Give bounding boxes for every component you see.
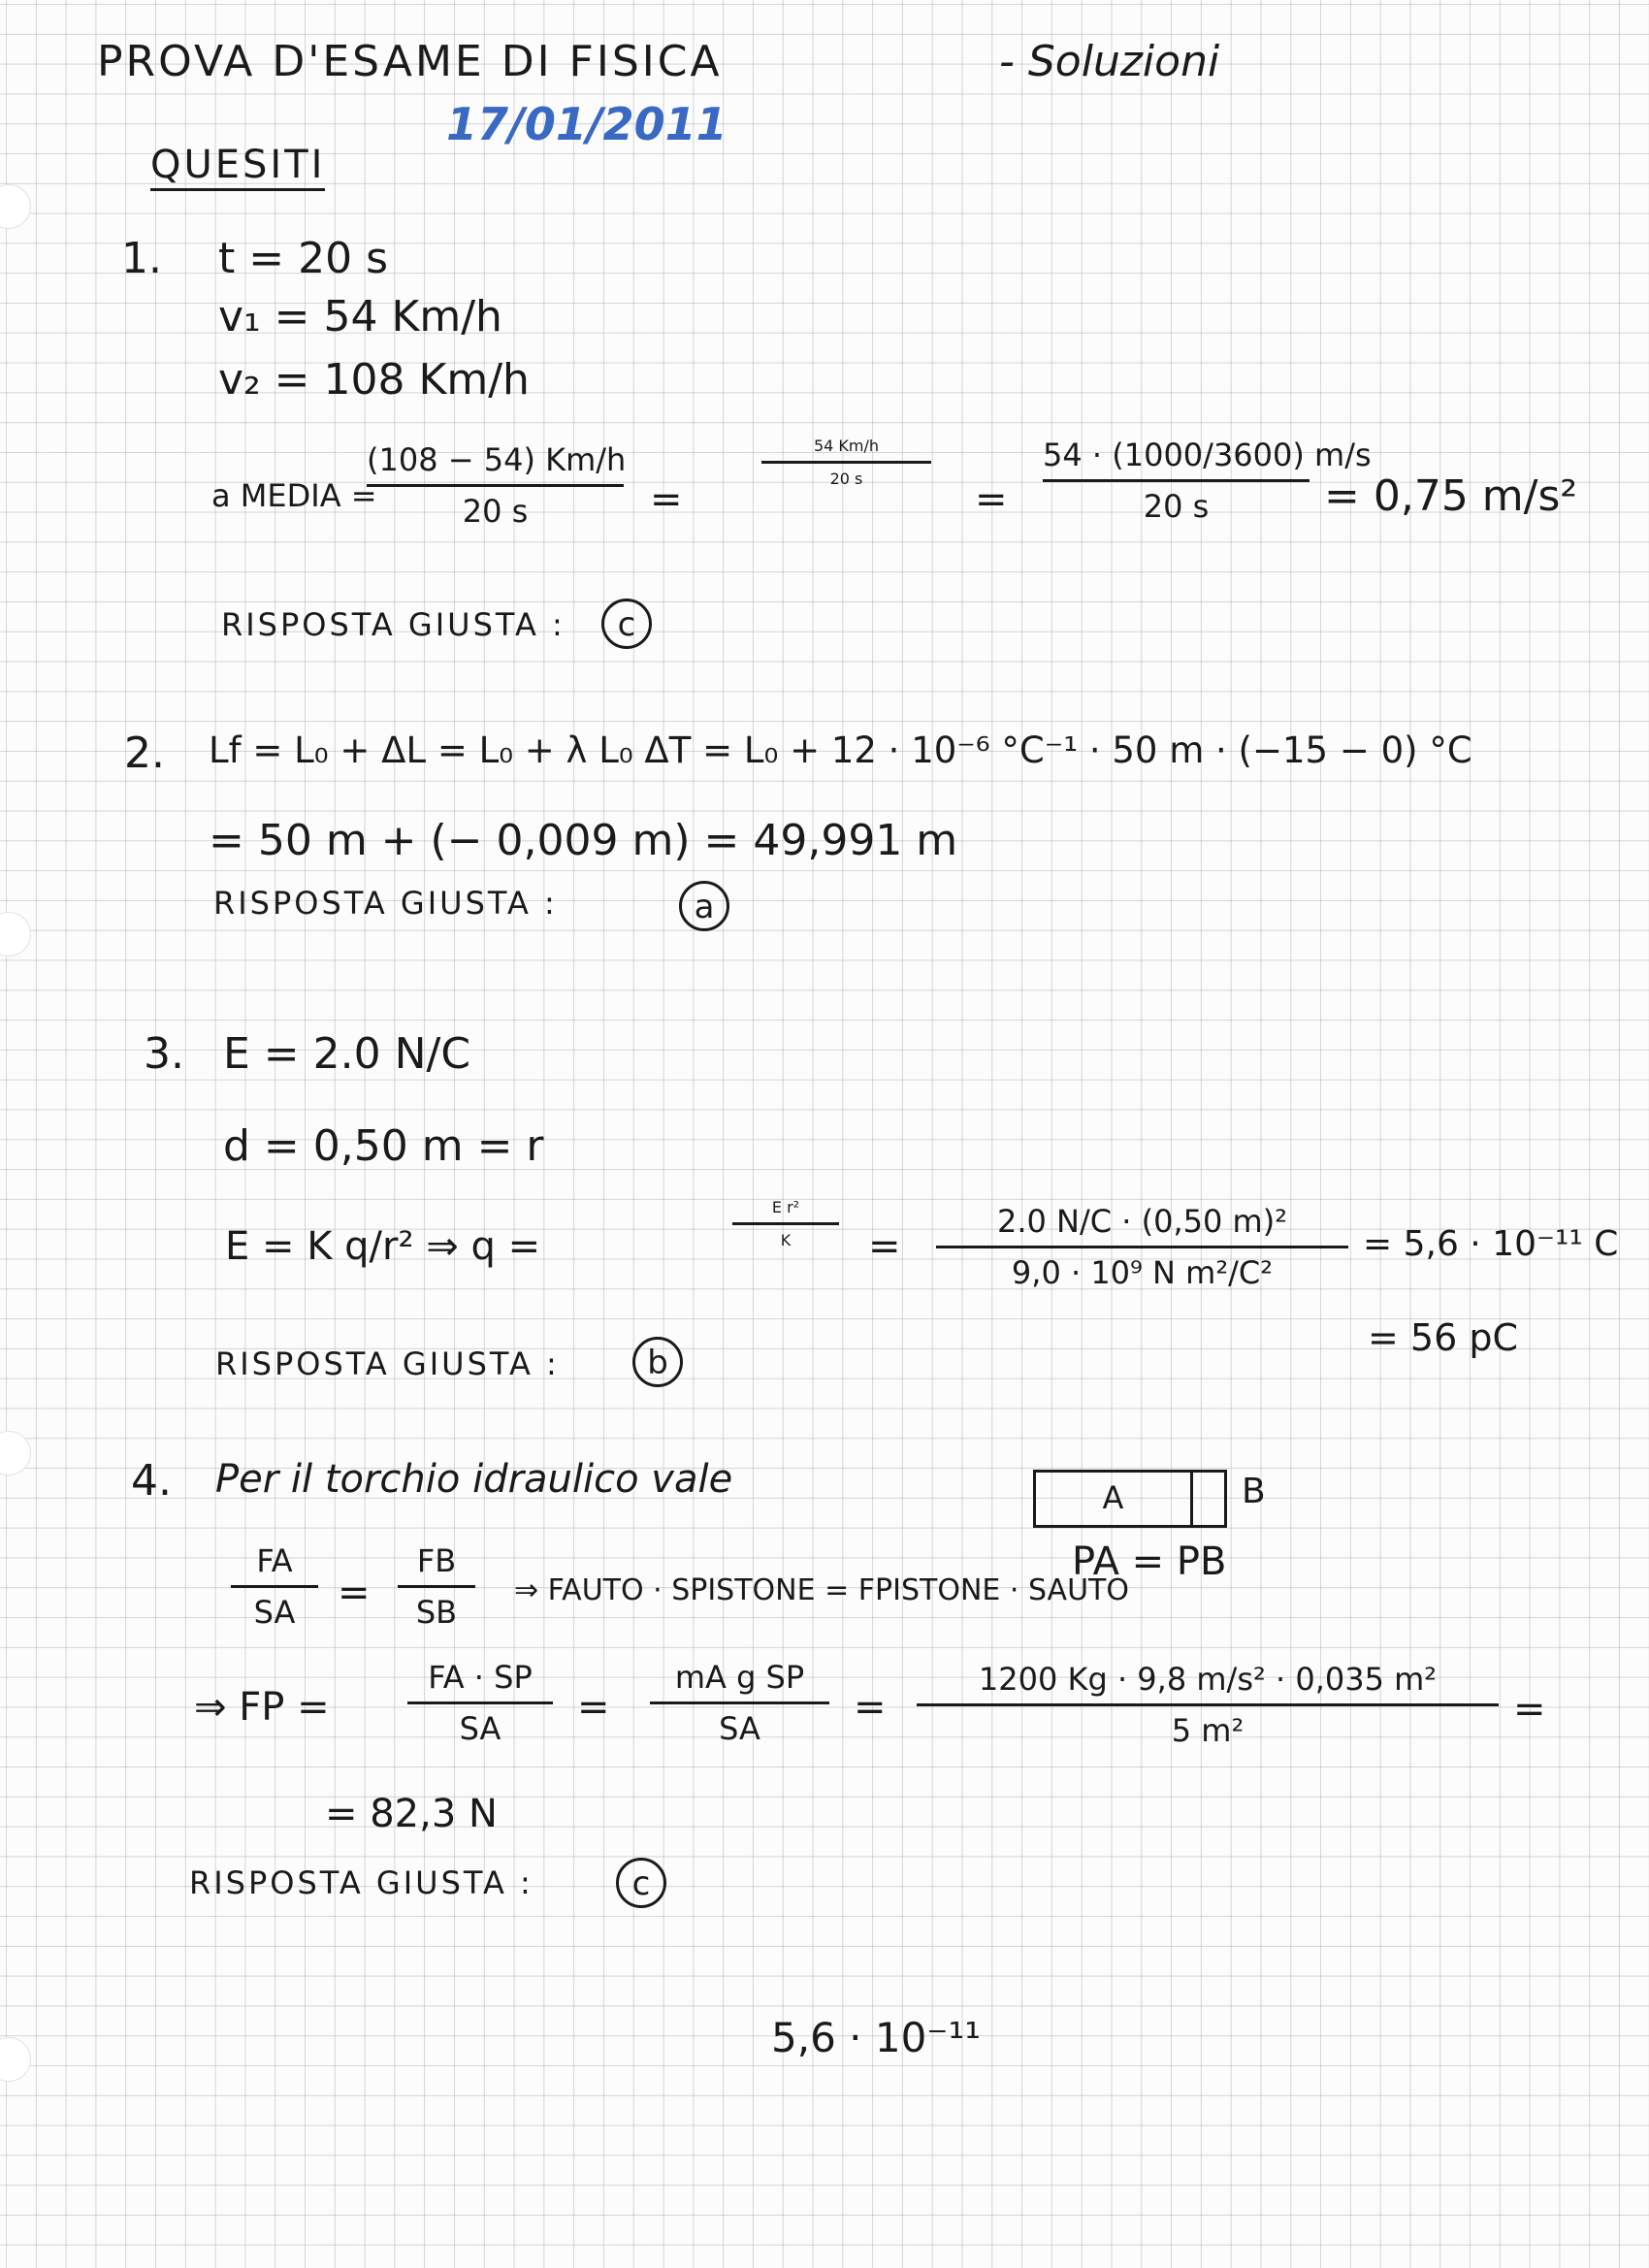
q4-ratio-rhs <box>398 1542 475 1631</box>
q3-result-pico: = 56 pC <box>1368 1316 1519 1359</box>
binder-hole <box>0 1431 31 1475</box>
denominator: 20 s <box>462 493 529 530</box>
denominator: K <box>780 1231 792 1249</box>
q1-time: t = 20 s <box>218 234 388 283</box>
denominator: 20 s <box>1143 488 1210 525</box>
q4-result: = 82,3 N <box>325 1792 498 1836</box>
numerator: 2.0 N/C · (0,50 m)² <box>996 1203 1288 1240</box>
q3-result: = 5,6 · 10⁻¹¹ C <box>1363 1224 1619 1264</box>
fraction-bar <box>917 1703 1499 1706</box>
answer-label: RISPOSTA GIUSTA : <box>213 885 558 922</box>
q1-v1: v₁ = 54 Km/h <box>218 292 502 341</box>
q1-result: = 0,75 m/s² <box>1324 471 1578 521</box>
footer-note: 5,6 · 10⁻¹¹ <box>771 2014 982 2061</box>
q2-equation-line-2: = 50 m + (− 0,009 m) = 49,991 m <box>209 816 958 865</box>
q4-fraction-3 <box>917 1661 1499 1749</box>
equals-sign: = <box>868 1224 901 1269</box>
q4-fraction-1 <box>407 1659 553 1747</box>
q4-intro: Per il torchio idraulico vale <box>215 1457 733 1502</box>
q3-answer-circle: b <box>632 1337 683 1387</box>
denominator: SB <box>415 1594 458 1631</box>
q3-formula: E = K q/r² ⇒ q = <box>225 1224 541 1269</box>
q2-answer-circle: a <box>679 881 729 931</box>
equals-sign: = <box>338 1571 371 1615</box>
denominator: SA <box>253 1594 296 1631</box>
piston-b-diagram <box>1190 1470 1227 1528</box>
q2-equation-line-1: Lf = L₀ + ΔL = L₀ + λ L₀ ΔT = L₀ + 12 · 10⁻⁶ °C⁻¹ · 50 m · (−15 − 0) °C <box>209 729 1472 771</box>
numerator: FA · SP <box>428 1659 533 1696</box>
numerator: 54 Km/h <box>813 437 880 455</box>
fraction-bar <box>367 484 624 487</box>
equals-sign: = <box>854 1685 887 1730</box>
equals-sign: = <box>577 1685 610 1730</box>
numerator: E r² <box>771 1198 800 1216</box>
q4-fraction-2 <box>650 1659 829 1747</box>
fraction-bar <box>732 1222 839 1225</box>
numerator: 1200 Kg · 9,8 m/s² · 0,035 m² <box>978 1661 1438 1698</box>
q4-fp-label: ⇒ FP = <box>194 1685 330 1730</box>
q3-fraction-2 <box>936 1203 1348 1291</box>
q1-fraction-1 <box>367 441 627 530</box>
q1-fraction-3 <box>1043 437 1372 525</box>
equals-sign: = <box>975 477 1008 522</box>
q3-field: E = 2.0 N/C <box>223 1029 471 1079</box>
binder-hole <box>0 2037 31 2082</box>
q3-distance: d = 0,50 m = r <box>223 1121 544 1171</box>
numerator: mA g SP <box>674 1659 805 1696</box>
q1-fraction-2 <box>761 437 931 488</box>
denominator: 5 m² <box>1171 1712 1245 1749</box>
piston-b-label: B <box>1242 1472 1266 1511</box>
question-number: 1. <box>121 234 162 283</box>
fraction-bar <box>231 1585 318 1588</box>
piston-a-label: A <box>1102 1479 1124 1516</box>
fraction-bar <box>407 1701 553 1704</box>
binder-hole <box>0 184 31 229</box>
page-subtitle: - Soluzioni <box>999 37 1220 86</box>
piston-a-diagram <box>1033 1470 1193 1528</box>
fraction-bar <box>936 1246 1348 1248</box>
fraction-bar <box>650 1701 829 1704</box>
question-number: 4. <box>131 1456 172 1506</box>
equals-sign: = <box>1513 1687 1546 1732</box>
q4-ratio-lhs <box>231 1542 318 1631</box>
q3-fraction-1 <box>732 1198 839 1249</box>
denominator: 9,0 · 10⁹ N m²/C² <box>1011 1254 1274 1291</box>
q1-acc-label: a MEDIA = <box>211 477 377 514</box>
page-title: PROVA D'ESAME DI FISICA <box>97 37 723 86</box>
question-number: 3. <box>144 1029 184 1079</box>
question-number: 2. <box>124 729 165 778</box>
q1-answer-circle: c <box>601 599 652 649</box>
fraction-bar <box>398 1585 475 1588</box>
numerator: FA <box>256 1542 293 1579</box>
denominator: 20 s <box>829 470 863 488</box>
denominator: SA <box>459 1710 501 1747</box>
q4-pressure-equality: PA = PB <box>1072 1539 1227 1584</box>
answer-label: RISPOSTA GIUSTA : <box>189 1864 534 1901</box>
exam-date: 17/01/2011 <box>446 98 728 150</box>
denominator: SA <box>719 1710 760 1747</box>
answer-label: RISPOSTA GIUSTA : <box>221 606 566 643</box>
q1-v2: v₂ = 108 Km/h <box>218 355 530 405</box>
equals-sign: = <box>650 477 683 522</box>
fraction-bar <box>1043 479 1310 482</box>
answer-label: RISPOSTA GIUSTA : <box>215 1345 560 1382</box>
binder-hole <box>0 912 31 956</box>
numerator: 54 · (1000/3600) m/s <box>1043 437 1372 473</box>
numerator: FB <box>416 1542 457 1579</box>
numerator: (108 − 54) Km/h <box>367 441 627 478</box>
section-heading: QUESITI <box>150 146 325 191</box>
q4-force-relation: ⇒ FAUTO · SPISTONE = FPISTONE · SAUTO <box>514 1573 1129 1607</box>
q4-answer-circle: c <box>616 1858 666 1908</box>
fraction-bar <box>761 461 931 464</box>
